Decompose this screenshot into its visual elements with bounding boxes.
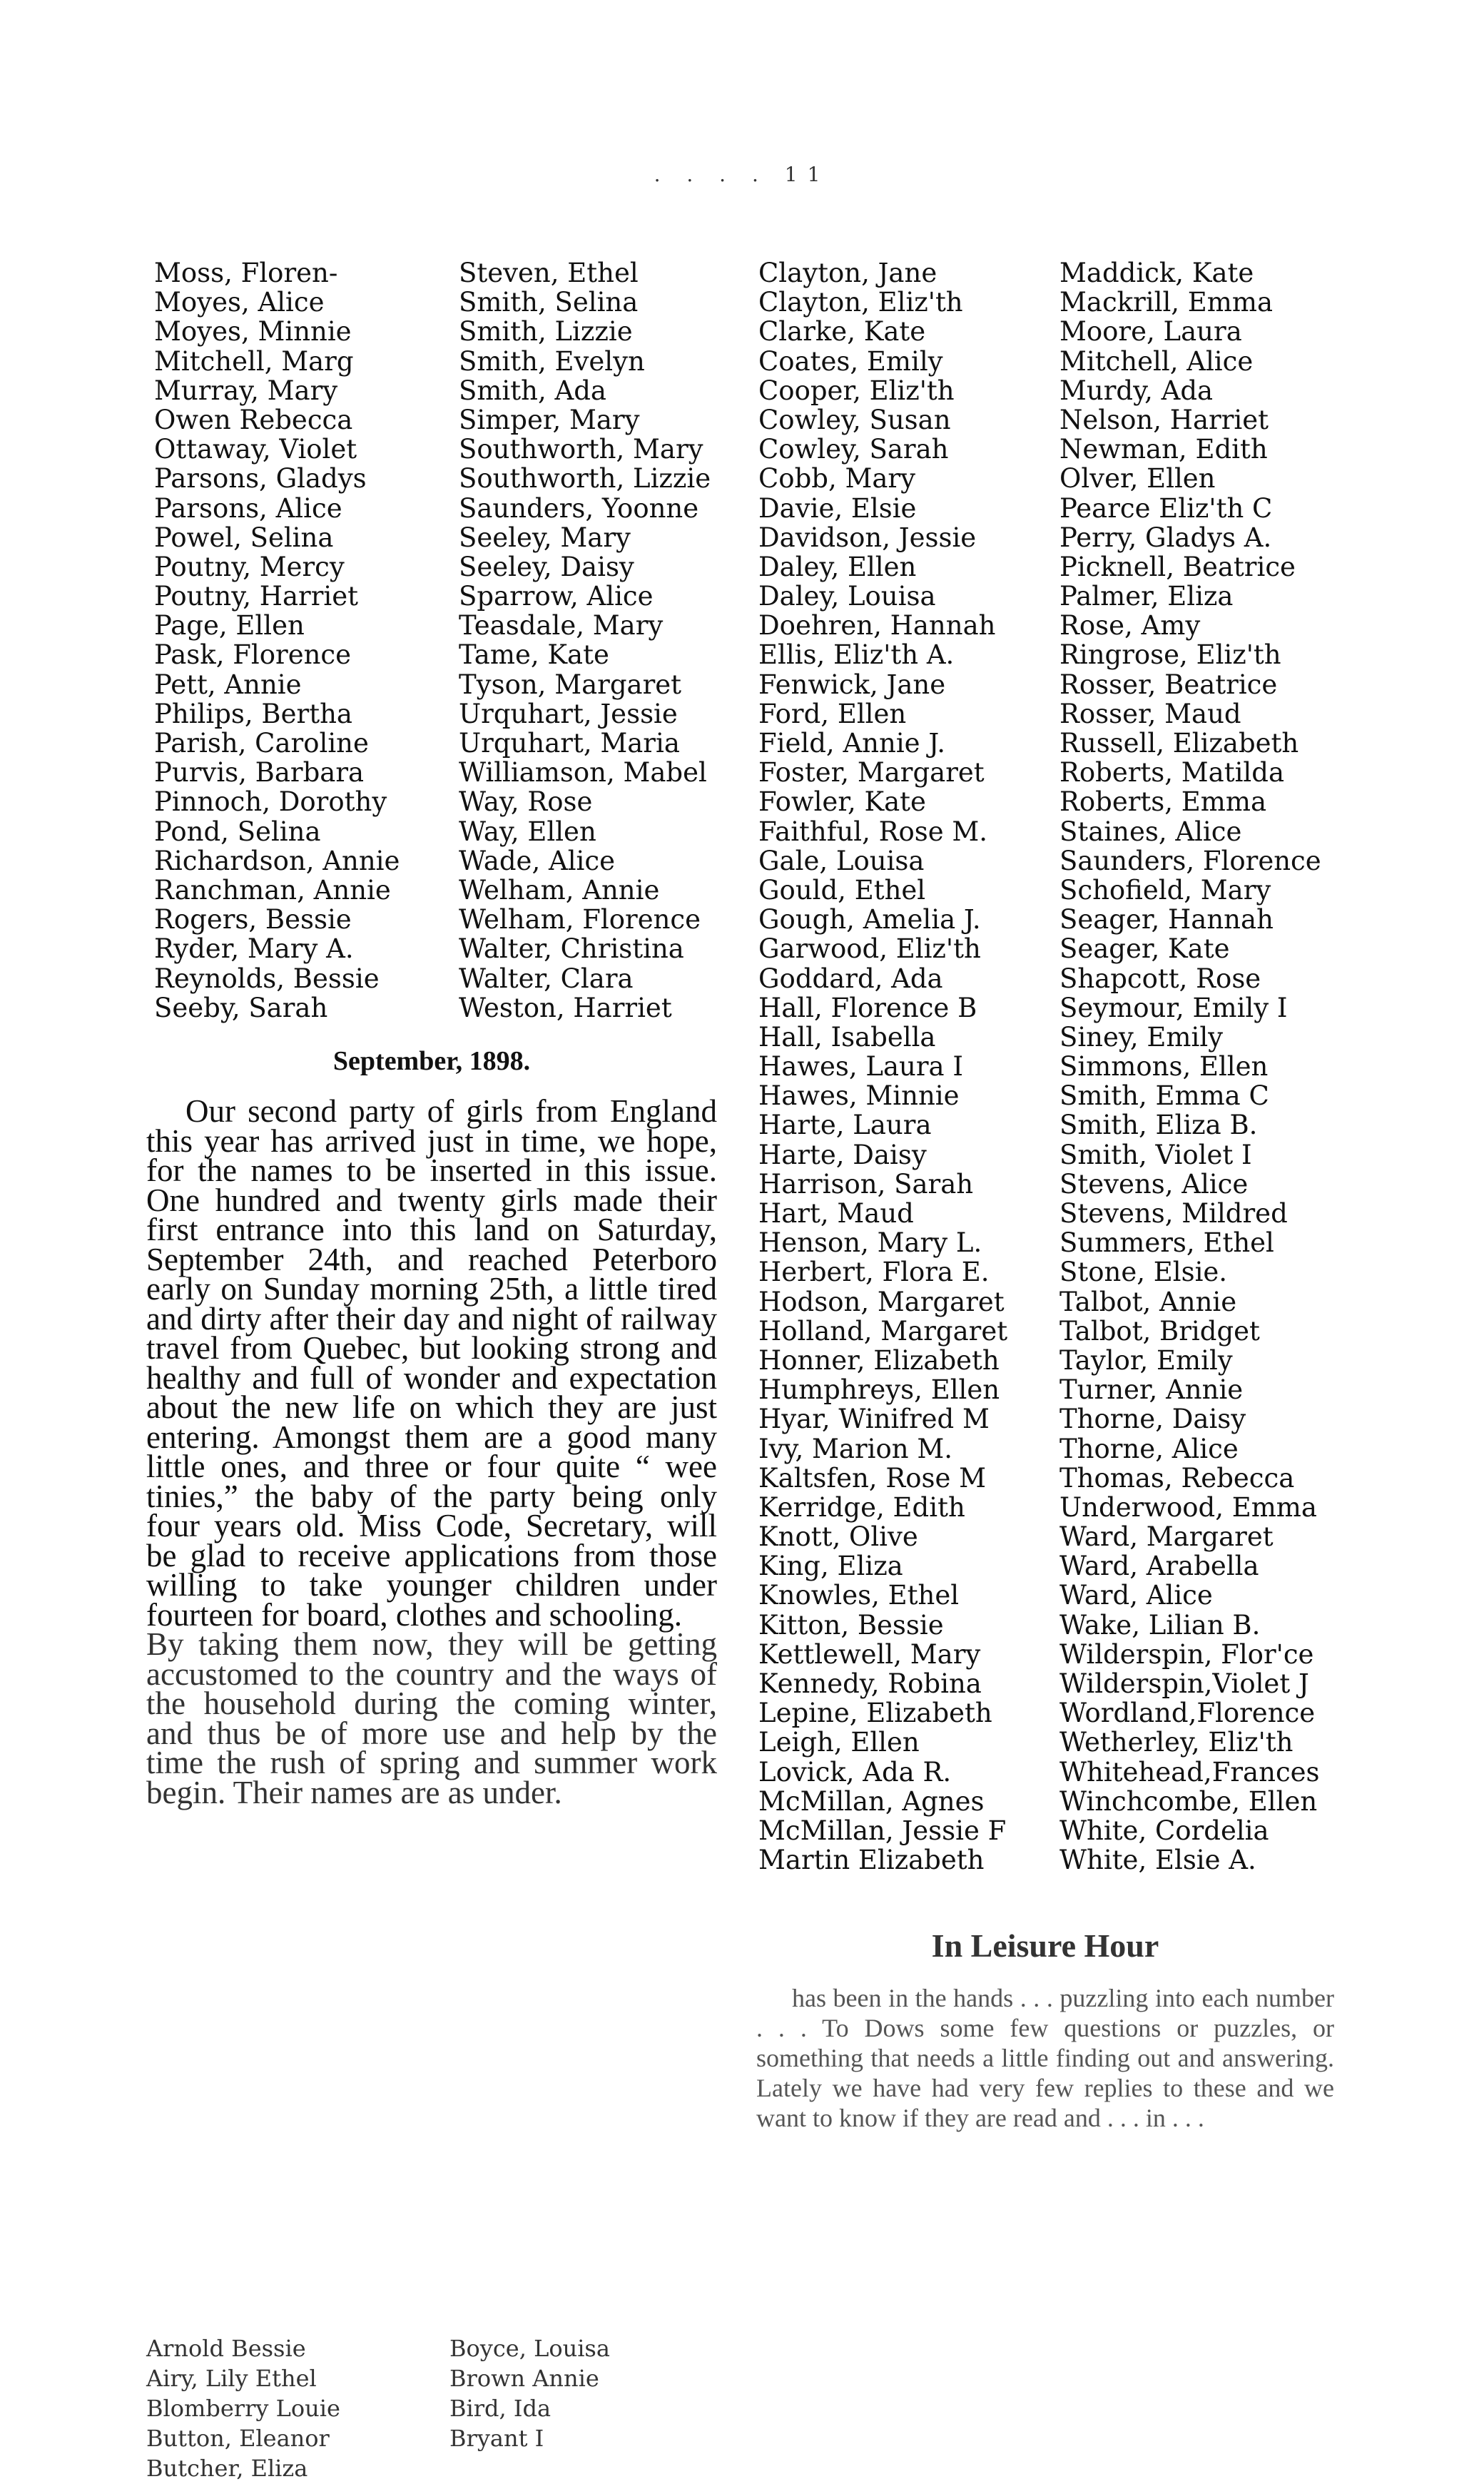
name-entry: Ward, Arabella xyxy=(1059,1551,1259,1582)
name-entry: Ringrose, Eliz'th xyxy=(1059,639,1281,671)
name-entry: Wordland,Florence xyxy=(1059,1698,1316,1729)
name-entry: White, Elsie A. xyxy=(1059,1845,1256,1876)
name-entry: Hodson, Margaret xyxy=(758,1286,1005,1317)
name-entry: Weston, Harriet xyxy=(459,992,672,1023)
name-entry: Siney, Emily xyxy=(1059,1021,1224,1053)
name-entry: Powel, Selina xyxy=(154,522,334,553)
name-entry: Talbot, Bridget xyxy=(1059,1315,1260,1347)
name-entry: Taylor, Emily xyxy=(1059,1344,1233,1376)
name-entry: Wade, Alice xyxy=(459,845,615,876)
name-entry: Olver, Ellen xyxy=(1059,463,1216,495)
name-entry: McMillan, Agnes xyxy=(758,1785,985,1817)
names-list-bottom-2 xyxy=(449,2333,610,2453)
name-entry: Seeley, Mary xyxy=(459,522,631,553)
name-entry: Purvis, Barbara xyxy=(154,757,365,789)
name-entry: Clayton, Eliz'th xyxy=(758,287,963,318)
name-entry: Harrison, Sarah xyxy=(758,1168,974,1200)
name-entry: Smith, Eliza B. xyxy=(1059,1110,1258,1141)
name-entry: Saunders, Yoonne xyxy=(459,492,699,524)
name-entry: Parsons, Alice xyxy=(154,492,342,524)
name-entry: Walter, Christina xyxy=(459,933,684,965)
name-entry: Field, Annie J. xyxy=(758,728,946,759)
name-entry: Arnold Bessie xyxy=(146,2335,306,2362)
name-entry: Smith, Emma C xyxy=(1059,1080,1269,1112)
name-entry: Humphreys, Ellen xyxy=(758,1374,1000,1406)
name-entry: Owen Rebecca xyxy=(154,404,353,435)
name-entry: Lovick, Ada R. xyxy=(758,1756,952,1788)
name-entry: Reynolds, Bessie xyxy=(154,963,380,994)
names-list-bottom-1 xyxy=(146,2333,340,2483)
name-entry: Urquhart, Jessie xyxy=(459,698,678,729)
name-entry: Talbot, Annie xyxy=(1059,1286,1237,1317)
name-entry: Seymour, Emily I xyxy=(1059,992,1288,1023)
names-column-1 xyxy=(154,258,400,1023)
name-entry: Butcher, Eliza xyxy=(146,2455,308,2482)
name-entry: Henson, Mary L. xyxy=(758,1227,982,1259)
name-entry: Knott, Olive xyxy=(758,1521,918,1553)
name-entry: Thorne, Alice xyxy=(1059,1433,1239,1464)
name-entry: Rogers, Bessie xyxy=(154,904,352,936)
name-entry: Honner, Elizabeth xyxy=(758,1344,1000,1376)
name-entry: Kerridge, Edith xyxy=(758,1491,965,1523)
name-entry: Rose, Amy xyxy=(1059,610,1201,642)
name-entry: Seeley, Daisy xyxy=(459,551,634,582)
name-entry: Steven, Ethel xyxy=(459,258,639,288)
name-entry: Rosser, Maud xyxy=(1059,698,1241,729)
name-entry: Moyes, Alice xyxy=(154,287,325,318)
name-entry: Rosser, Beatrice xyxy=(1059,669,1278,700)
name-entry: Hall, Isabella xyxy=(758,1021,936,1053)
name-entry: Teasdale, Mary xyxy=(459,610,664,642)
name-entry: Wilderspin, Flor'ce xyxy=(1059,1638,1314,1670)
article-heading: September, 1898. xyxy=(332,1046,531,1076)
name-entry: Wetherley, Eliz'th xyxy=(1059,1727,1294,1758)
name-entry: Martin Elizabeth xyxy=(758,1845,985,1876)
name-entry: Davidson, Jessie xyxy=(758,522,977,553)
name-entry: Coates, Emily xyxy=(758,345,943,377)
name-entry: Pett, Annie xyxy=(154,669,302,700)
name-entry: Pearce Eliz'th C xyxy=(1059,492,1273,524)
name-entry: Airy, Lily Ethel xyxy=(146,2365,317,2392)
name-entry: Smith, Lizzie xyxy=(459,316,633,348)
leisure-hour-section xyxy=(756,1927,1334,2133)
name-entry: Philips, Bertha xyxy=(154,698,352,729)
name-entry: Simper, Mary xyxy=(459,404,640,435)
name-entry: Page, Ellen xyxy=(154,610,305,642)
name-entry: Wake, Lilian B. xyxy=(1059,1609,1261,1641)
name-entry: Stevens, Mildred xyxy=(1059,1198,1288,1229)
name-entry: Welham, Annie xyxy=(459,874,660,906)
name-entry: Turner, Annie xyxy=(1059,1374,1244,1406)
name-entry: Cowley, Sarah xyxy=(758,434,949,465)
name-entry: Newman, Edith xyxy=(1059,434,1268,465)
name-entry: Wilderspin,Violet J xyxy=(1059,1668,1309,1699)
name-entry: Roberts, Emma xyxy=(1059,786,1267,818)
name-entry: Goddard, Ada xyxy=(758,963,943,994)
name-entry: Poutny, Harriet xyxy=(154,581,359,612)
name-entry: Thorne, Daisy xyxy=(1059,1404,1246,1435)
name-entry: Hart, Maud xyxy=(758,1198,914,1229)
name-entry: Ward, Alice xyxy=(1059,1580,1213,1611)
name-entry: Ford, Ellen xyxy=(758,698,907,729)
name-entry: Stone, Elsie. xyxy=(1059,1257,1228,1288)
leisure-paragraph: has been in the hands . . . puzzling into each number . . . To Dows some few questions or puzzles, or something that needs a little finding out and answering. Lately we have had very few replies to these and we want to know if they are read and . . . in . . . xyxy=(756,1984,1334,2132)
name-entry: Southworth, Mary xyxy=(459,434,703,465)
name-entry: Walter, Clara xyxy=(459,963,634,994)
name-entry: Seager, Hannah xyxy=(1059,904,1274,936)
name-entry: Smith, Selina xyxy=(459,287,639,318)
name-entry: Mitchell, Marg xyxy=(154,345,354,377)
name-entry: Thomas, Rebecca xyxy=(1059,1462,1295,1494)
name-entry: Gale, Louisa xyxy=(758,845,925,876)
name-entry: Whitehead,Frances xyxy=(1059,1756,1320,1788)
name-entry: Ward, Margaret xyxy=(1059,1521,1274,1553)
name-entry: Tame, Kate xyxy=(459,639,609,671)
name-entry: Roberts, Matilda xyxy=(1059,757,1285,789)
name-entry: Harte, Daisy xyxy=(758,1139,927,1170)
name-entry: Bird, Ida xyxy=(449,2395,552,2422)
name-entry: Leigh, Ellen xyxy=(758,1727,920,1758)
name-entry: Staines, Alice xyxy=(1059,816,1242,847)
name-entry: Fowler, Kate xyxy=(758,786,926,818)
name-entry: Pask, Florence xyxy=(154,639,352,671)
name-entry: Faithful, Rose M. xyxy=(758,816,988,847)
name-entry: Hall, Florence B xyxy=(758,992,977,1023)
name-entry: Daley, Ellen xyxy=(758,551,917,582)
name-entry: Hyar, Winifred M xyxy=(758,1404,990,1435)
name-entry: Seager, Kate xyxy=(1059,933,1230,965)
name-entry: Boyce, Louisa xyxy=(449,2335,610,2362)
name-entry: Davie, Elsie xyxy=(758,492,917,524)
name-entry: Way, Ellen xyxy=(459,816,596,847)
name-entry: Harte, Laura xyxy=(758,1110,932,1141)
name-entry: Clayton, Jane xyxy=(758,258,937,288)
name-entry: Richardson, Annie xyxy=(154,845,400,876)
name-entry: Kaltsfen, Rose M xyxy=(758,1462,986,1494)
leisure-title: In Leisure Hour xyxy=(931,1927,1159,1964)
name-entry: Smith, Violet I xyxy=(1059,1139,1252,1170)
name-entry: Brown Annie xyxy=(449,2365,599,2392)
name-entry: Moss, Floren- xyxy=(154,258,338,288)
name-entry: Lepine, Elizabeth xyxy=(758,1698,992,1729)
name-entry: King, Eliza xyxy=(758,1551,903,1582)
name-entry: Bryant I xyxy=(449,2425,544,2452)
name-entry: Sparrow, Alice xyxy=(459,581,654,612)
name-entry: Parsons, Gladys xyxy=(154,463,367,495)
name-entry: Shapcott, Rose xyxy=(1059,963,1261,994)
name-entry: Maddick, Kate xyxy=(1059,258,1254,288)
name-entry: Southworth, Lizzie xyxy=(459,463,711,495)
article-paragraph-1: Our second party of girls from England this year has arrived just in time, we hope, for the names to be inserted in this issue. One hundred and twenty girls made their first entrance into this land on Saturday, September 24th, and reached Peterboro early on Sunday morning 25th, a little tired and dirty after their day and night of railway travel from Quebec, but looking strong and healthy and full of wonder and expectation about the new life on which they are just entering. Amongst them are a good many little ones, and three or four quite “ wee tinies,” the baby of the party being only four years old. Miss Code, Secretary, will be glad to receive applications from those willing to take younger children under fourteen for board, clothes and schooling. xyxy=(146,1093,717,1633)
names-column-2 xyxy=(459,258,711,1023)
name-entry: White, Cordelia xyxy=(1059,1815,1269,1846)
name-entry: Herbert, Flora E. xyxy=(758,1257,990,1288)
name-entry: Pond, Selina xyxy=(154,816,321,847)
page-header: . . . . 11 xyxy=(654,163,830,186)
name-entry: Winchcombe, Ellen xyxy=(1059,1785,1318,1817)
name-entry: Tyson, Margaret xyxy=(459,669,682,700)
name-entry: Seeby, Sarah xyxy=(154,992,328,1023)
name-entry: Urquhart, Maria xyxy=(459,728,680,759)
name-entry: Nelson, Harriet xyxy=(1059,404,1269,435)
name-entry: Gould, Ethel xyxy=(758,874,926,906)
names-column-3 xyxy=(758,258,1007,1875)
name-entry: Summers, Ethel xyxy=(1059,1227,1274,1259)
name-entry: Murdy, Ada xyxy=(1059,375,1214,406)
name-entry: Stevens, Alice xyxy=(1059,1168,1249,1200)
name-entry: Saunders, Florence xyxy=(1059,845,1321,876)
name-entry: Doehren, Hannah xyxy=(758,610,996,642)
name-entry: Fenwick, Jane xyxy=(758,669,946,700)
name-entry: Daley, Louisa xyxy=(758,581,936,612)
name-entry: Schofield, Mary xyxy=(1059,874,1271,906)
name-entry: Gough, Amelia J. xyxy=(758,904,981,936)
september-article xyxy=(146,1045,717,1808)
name-entry: Garwood, Eliz'th xyxy=(758,933,981,965)
name-entry: Parish, Caroline xyxy=(154,728,369,759)
name-entry: Perry, Gladys A. xyxy=(1059,522,1272,553)
name-entry: Ivy, Marion M. xyxy=(758,1433,953,1464)
name-entry: Cooper, Eliz'th xyxy=(758,375,955,406)
name-entry: Hawes, Minnie xyxy=(758,1080,960,1112)
name-entry: Ranchman, Annie xyxy=(154,874,391,906)
names-column-4 xyxy=(1059,258,1321,1875)
article-paragraph-2: By taking them now, they will be getting accustomed to the country and the ways of the household during the coming winter, and thus be of more use and help by the time the rush of spring and summer work begin. Their names are as under. xyxy=(146,1626,717,1810)
name-entry: Moyes, Minnie xyxy=(154,316,352,348)
name-entry: Foster, Margaret xyxy=(758,757,985,789)
name-entry: Mitchell, Alice xyxy=(1059,345,1254,377)
name-entry: Poutny, Mercy xyxy=(154,551,345,582)
name-entry: Ottaway, Violet xyxy=(154,434,357,465)
name-entry: Picknell, Beatrice xyxy=(1059,551,1296,582)
name-entry: Cobb, Mary xyxy=(758,463,916,495)
name-entry: McMillan, Jessie F xyxy=(758,1815,1007,1846)
name-entry: Knowles, Ethel xyxy=(758,1580,960,1611)
name-entry: Murray, Mary xyxy=(154,375,338,406)
name-entry: Underwood, Emma xyxy=(1059,1491,1317,1523)
name-entry: Cowley, Susan xyxy=(758,404,951,435)
name-entry: Hawes, Laura I xyxy=(758,1051,963,1083)
name-entry: Kettlewell, Mary xyxy=(758,1638,981,1670)
name-entry: Mackrill, Emma xyxy=(1059,287,1274,318)
name-entry: Smith, Ada xyxy=(459,375,606,406)
name-entry: Moore, Laura xyxy=(1059,316,1242,348)
name-entry: Russell, Elizabeth xyxy=(1059,728,1299,759)
name-entry: Simmons, Ellen xyxy=(1059,1051,1269,1083)
name-entry: Kitton, Bessie xyxy=(758,1609,944,1641)
name-entry: Welham, Florence xyxy=(459,904,701,936)
name-entry: Ryder, Mary A. xyxy=(154,933,354,965)
name-entry: Button, Eleanor xyxy=(146,2425,330,2452)
name-entry: Kennedy, Robina xyxy=(758,1668,982,1699)
name-entry: Clarke, Kate xyxy=(758,316,926,348)
name-entry: Palmer, Eliza xyxy=(1059,581,1234,612)
name-entry: Holland, Margaret xyxy=(758,1315,1008,1347)
name-entry: Blomberry Louie xyxy=(146,2395,340,2422)
name-entry: Ellis, Eliz'th A. xyxy=(758,639,955,671)
name-entry: Williamson, Mabel xyxy=(459,757,707,789)
name-entry: Smith, Evelyn xyxy=(459,345,645,377)
name-entry: Pinnoch, Dorothy xyxy=(154,786,387,818)
name-entry: Way, Rose xyxy=(459,786,593,818)
